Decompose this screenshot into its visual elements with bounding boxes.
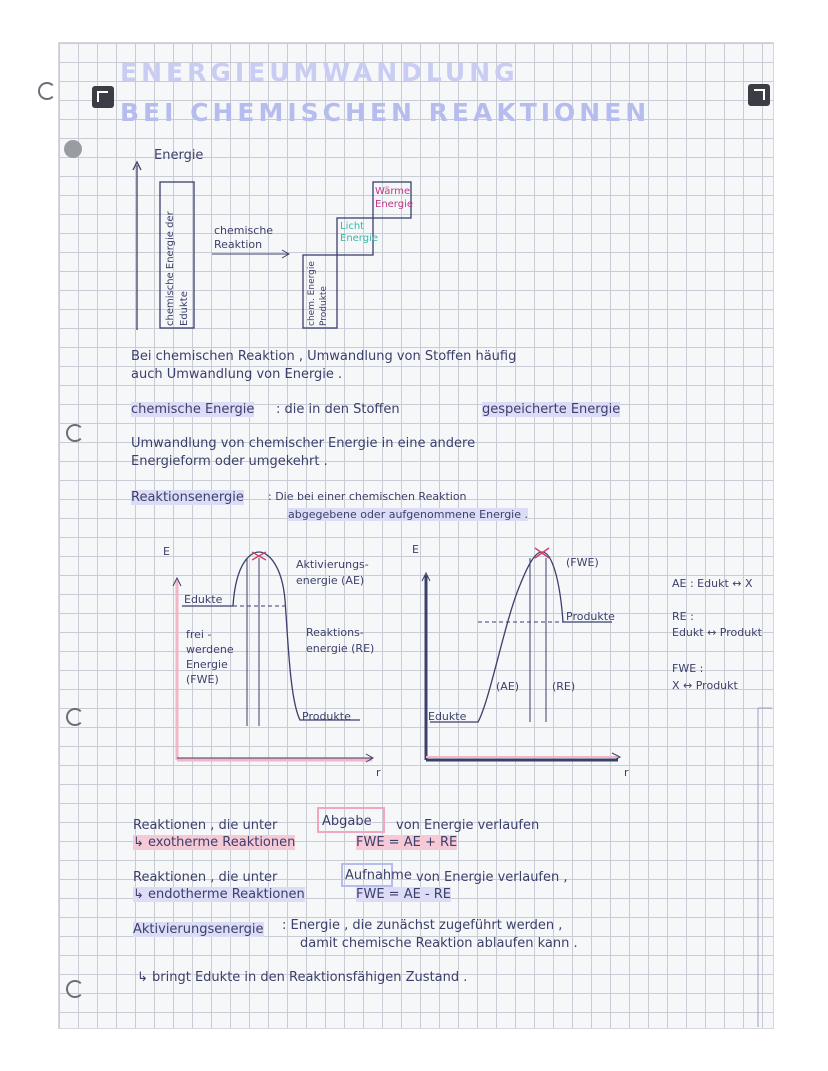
- term-aktivierungsenergie: Aktivierungsenergie: [133, 922, 264, 937]
- definition-text: : Die bei einer chemischen Reaktion: [268, 490, 467, 503]
- side-note-fwe: X ↔ Produkt: [672, 679, 738, 692]
- fwe-label: frei -: [186, 628, 212, 641]
- note-line: auch Umwandlung von Energie .: [131, 367, 343, 382]
- fwe-label: Energie: [186, 658, 228, 671]
- energy-axis-label: Energie: [154, 148, 204, 163]
- side-note-ae: AE : Edukt ↔ X: [672, 577, 753, 590]
- endotherm-line: Reaktionen , die unter: [133, 870, 278, 885]
- ae-label: (AE): [496, 680, 520, 693]
- exotherm-line: von Energie verlaufen: [396, 818, 540, 833]
- edukte-energy-box-label: chemische Energie der Edukte: [165, 211, 190, 326]
- note-line: Bei chemischen Reaktion , Umwandlung von Stoffen häufig: [131, 349, 517, 364]
- note-line: Energieform oder umgekehrt .: [131, 454, 328, 469]
- note-line: ↳ bringt Edukte in den Reaktionsfähigen Zustand .: [137, 970, 468, 985]
- fwe-label: (FWE): [186, 673, 219, 686]
- graph-x-axis-label: r: [376, 766, 381, 779]
- endotherm-label: ↳ endotherme Reaktionen: [133, 887, 305, 902]
- exotherm-line: Reaktionen , die unter: [133, 818, 278, 833]
- side-note-re: Edukt ↔ Produkt: [672, 626, 762, 639]
- aktivierung-label: Aktivierungs-: [296, 558, 369, 571]
- page-subtitle: BEI CHEMISCHEN REAKTIONEN: [120, 98, 651, 127]
- waerme-energy-box-label: Wärme Energie: [375, 186, 414, 210]
- definition-text: damit chemische Reaktion ablaufen kann .: [300, 936, 578, 951]
- fwe-label: (FWE): [566, 556, 599, 569]
- edukte-label: Edukte: [428, 710, 467, 723]
- note-line: Umwandlung von chemischer Energie in eine andere: [131, 436, 476, 451]
- definition-text: : die in den Stoffen: [276, 402, 400, 417]
- endotherm-equation: FWE = AE - RE: [356, 887, 452, 902]
- graph-y-axis-label: E: [163, 545, 170, 558]
- reaktionsenergie-label: Reaktions-: [306, 626, 364, 639]
- definition-text: : Energie , die zunächst zugeführt werden ,: [282, 918, 563, 933]
- endotherm-term: Aufnahme: [345, 868, 412, 883]
- produkte-label: Produkte: [566, 610, 615, 623]
- reaktionsenergie-label: energie (RE): [306, 642, 375, 655]
- side-note-fwe: FWE :: [672, 662, 704, 675]
- reaction-arrow-label: chemische Reaktion: [214, 224, 274, 251]
- definition-highlight: gespeicherte Energie: [482, 402, 621, 417]
- fwe-label: werdene: [186, 643, 234, 656]
- side-note-re: RE :: [672, 610, 694, 623]
- graph-x-axis-label: r: [624, 766, 629, 779]
- exotherm-term: Abgabe: [322, 814, 372, 829]
- produkte-label: Produkte: [302, 710, 351, 723]
- endotherm-line: von Energie verlaufen ,: [416, 870, 568, 885]
- exotherm-equation: FWE = AE + RE: [356, 835, 458, 850]
- term-reaktionsenergie: Reaktionsenergie: [131, 490, 244, 505]
- exotherm-label: ↳ exotherme Reaktionen: [133, 835, 296, 850]
- aktivierung-label: energie (AE): [296, 574, 365, 587]
- re-label: (RE): [552, 680, 576, 693]
- graph-y-axis-label: E: [412, 543, 419, 556]
- definition-highlight: abgegebene oder aufgenommene Energie .: [288, 508, 528, 521]
- produkte-energy-box-label: chem. Energie Produkte: [307, 261, 329, 326]
- term-chemische-energie: chemische Energie: [131, 402, 255, 417]
- licht-energy-box-label: Licht Energie: [340, 221, 379, 244]
- edukte-label: Edukte: [184, 593, 223, 606]
- page-title: ENERGIEUMWANDLUNG: [120, 58, 519, 87]
